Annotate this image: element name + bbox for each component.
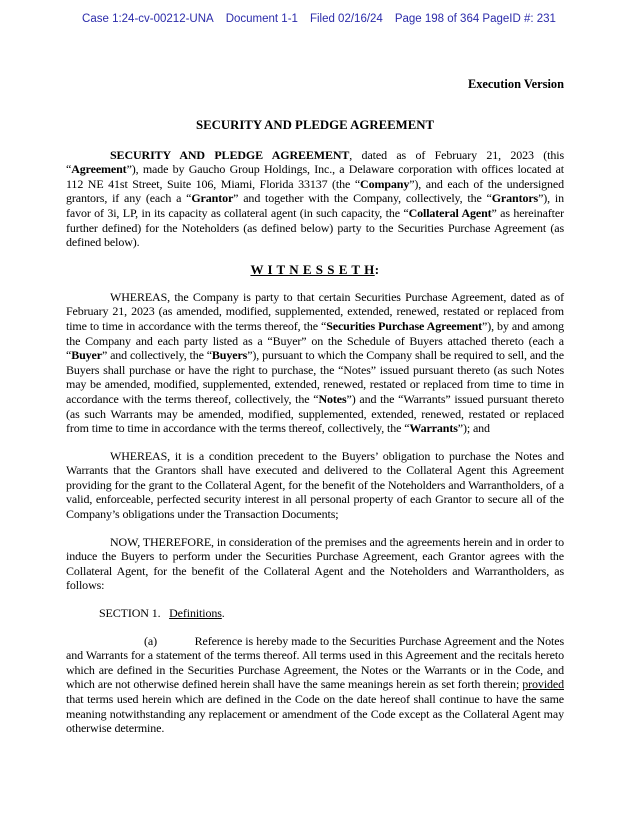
text-run: ” and collectively, the “ — [101, 348, 212, 363]
text-run: . — [221, 606, 225, 621]
text-run: ”) and the “Warrants” issued pursuant thereto (as such Warrants may be amended, modified, supplemented, extended, renewed, restated or replaced from time to time in accordance with the terms thereof, collectively, the “ — [66, 391, 565, 436]
court-stamp-header — [0, 13, 638, 26]
definitions-subsection-a-paragraph — [66, 634, 564, 736]
text-run: SECURITY AND PLEDGE AGREEMENT — [110, 147, 350, 162]
whereas-spa-paragraph — [66, 290, 564, 436]
now-therefore-paragraph — [66, 535, 564, 593]
text-run: ”), in favor of 3i, LP, in its capacity as collateral agent (in such capacity, the “ — [66, 191, 564, 220]
text-run: Company — [360, 176, 410, 191]
filed-date: Filed 02/16/24 — [309, 13, 383, 25]
text-run: Notes — [318, 391, 347, 406]
text-run: Collateral Agent — [408, 205, 492, 220]
text-run: Grantors — [491, 191, 539, 206]
text-run: NOW, THEREFORE, in consideration of the premises and the agreements herein and in order to induce the Buyers to perform under the Securities Purchase Agreement, each Grantor agrees with the Collateral Agent, for the benefit of the Collateral Agent and the Noteholders and Warrantholders, as follows: — [66, 534, 564, 593]
document-number: Document 1-1 — [225, 13, 298, 25]
text-run: provided — [522, 677, 564, 692]
witnesseth-colon: : — [374, 261, 380, 277]
document-body — [0, 77, 638, 736]
text-run: ” as hereinafter further defined) for the Noteholders (as defined below) party to the Securities Purchase Agreement (as defined below). — [66, 205, 564, 250]
text-run: ”), pursuant to which the Company shall be required to sell, and the Buyers shall purchase or have the right to purchase, the “Notes” issued pursuant thereto (as such Notes may be amended, modified, supplemented, extended, renewed, restated or replaced from time to time in accordance with the terms thereof, collectively, the “ — [66, 348, 564, 406]
text-run: Agreement — [71, 162, 127, 177]
text-run: ”), made by Gaucho Group Holdings, Inc., a Delaware corporation with offices located at 112 NE 41st Street, Suite 106, Miami, Florida 33137 (the “ — [66, 162, 564, 191]
case-number: Case 1:24-cv-00212-UNA — [82, 13, 214, 25]
page-info: Page 198 of 364 PageID #: 231 — [394, 13, 556, 25]
text-run: WHEREAS, it is a condition precedent to the Buyers’ obligation to purchase the Notes and Warrants that the Grantors shall have executed and delivered to the Collateral Agent this Agreement providing for the grant to the Collateral Agent, for the benefit of the Noteholders and Warrantholders, of a valid, enforceable, perfected security interest in all personal property of each Grantor to secure all of the Company’s obligations under the Transaction Documents; — [66, 448, 564, 522]
opening-paragraph — [66, 148, 564, 250]
text-run: ”), by and among the Company and each party listed as a “Buyer” on the Schedule of Buyers attached thereto (each a “ — [66, 318, 564, 363]
text-run: Buyer — [71, 348, 102, 363]
witnesseth-text: W I T N E S S E T H — [250, 261, 375, 277]
text-run: that terms used herein which are defined in the Code on the date hereof shall continue to have the same meaning notwithstanding any replacement or amendment of the Code except as the Collateral Agent may otherwise determine. — [66, 692, 564, 736]
whereas-condition-paragraph — [66, 449, 564, 522]
text-run: , dated as of February 21, 2023 (this “ — [66, 147, 564, 177]
text-run: Warrants — [409, 421, 458, 436]
text-run: Securities Purchase Agreement — [326, 318, 482, 333]
text-run: Grantor — [191, 191, 234, 206]
text-run: Buyers — [211, 348, 248, 363]
document-title: SECURITY AND PLEDGE AGREEMENT — [195, 118, 435, 132]
text-run: ”), and each of the undersigned grantors, if any (each a “ — [66, 176, 565, 206]
text-run: WHEREAS, the Company is party to that certain Securities Purchase Agreement, dated as of February 21, 2023 (as amended, modified, supplemented, extended, renewed, restated or replaced from time to time in accordance with the terms thereof, the “ — [66, 289, 564, 333]
text-run: ” and together with the Company, collectively, the “ — [233, 191, 492, 206]
text-run: SECTION 1. — [99, 606, 170, 621]
section-1-heading — [66, 606, 564, 621]
execution-version-label: Execution Version — [467, 77, 564, 91]
text-run: ”); and — [457, 421, 490, 436]
text-run: Definitions — [169, 606, 222, 621]
text-run: (a) Reference is hereby made to the Securities Purchase Agreement and the Notes and Warrants for a statement of the terms thereof. All terms used in this Agreement and the recitals hereto which are defined in the Securities Purchase Agreement, the Notes or the Warrants or in the Code, and which are not otherwise defined herein shall have the same meanings herein as set forth therein; — [66, 633, 564, 692]
witnesseth-heading — [66, 262, 564, 277]
